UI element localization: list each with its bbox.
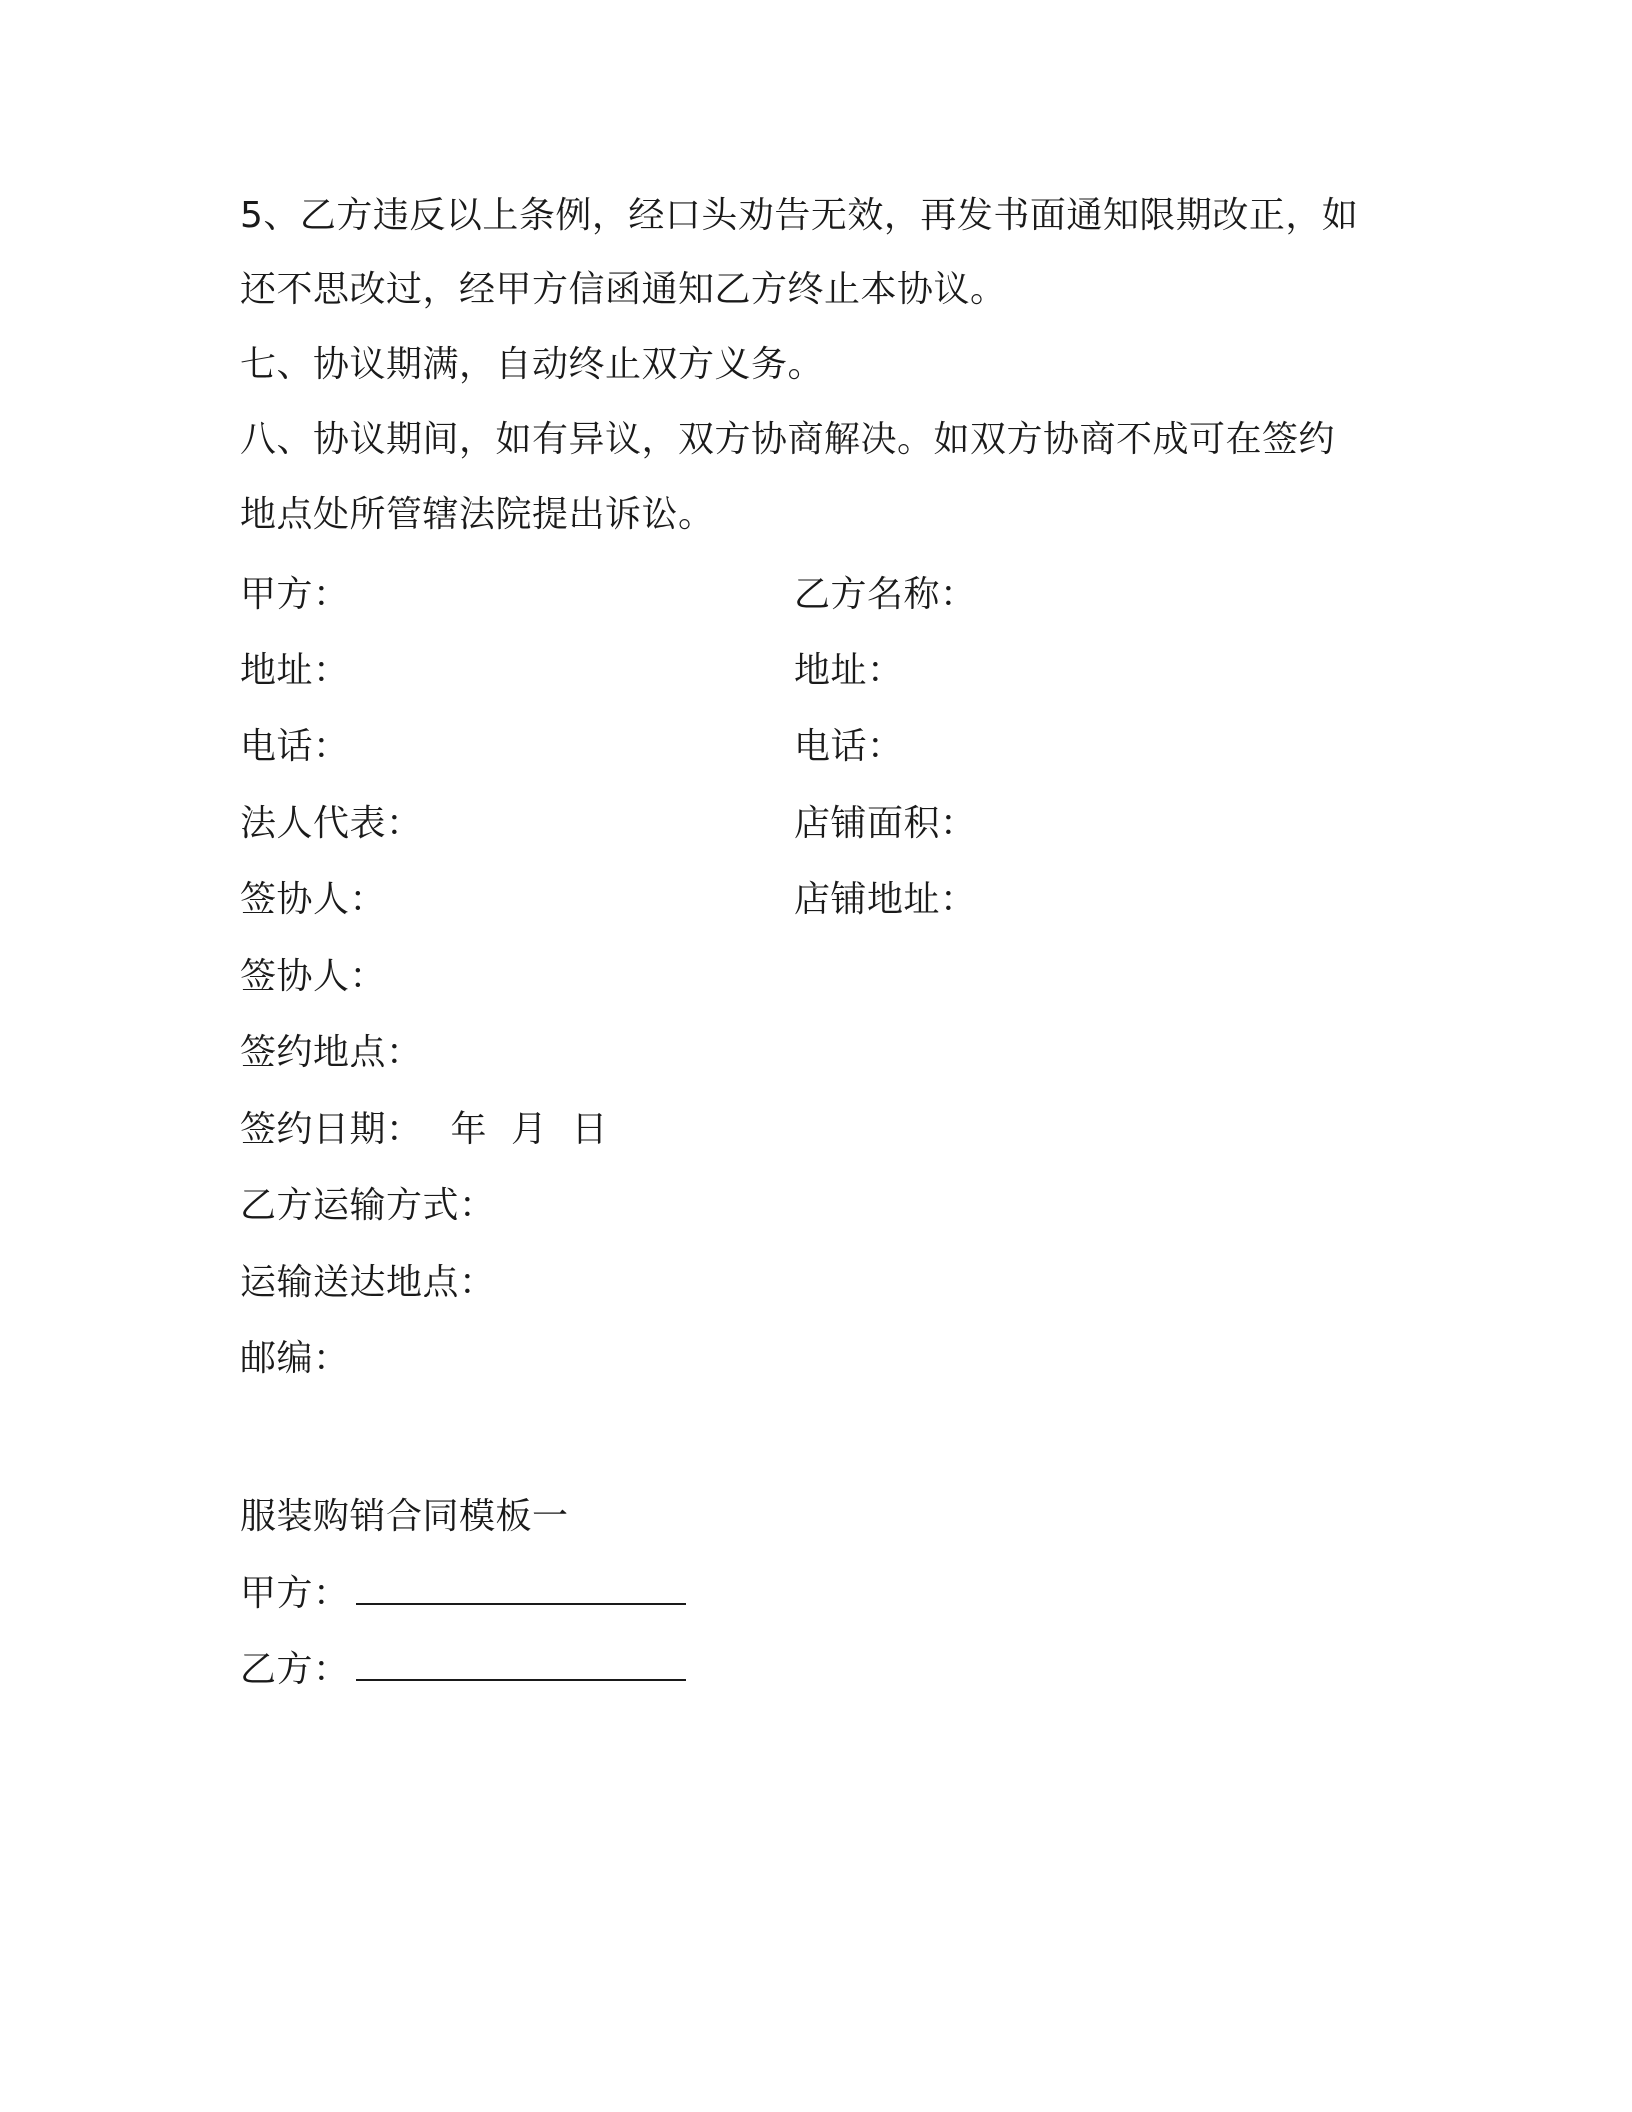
clause-8-line-1: 八、协议期间，如有异议，双方协商解决。如双方协商不成可在签约 (240, 419, 1336, 460)
party-b-name-label: 乙方名称： (794, 574, 977, 615)
transport-mode-label: 乙方运输方式： (240, 1185, 496, 1226)
template-party-b-row (240, 1648, 686, 1692)
party-b-phone-label: 电话： (794, 726, 904, 767)
signer-1-label: 签协人： (240, 879, 387, 920)
sign-date-row (240, 1108, 608, 1152)
clause-7: 七、协议期满，自动终止双方义务。 (240, 344, 825, 385)
party-a-label: 甲方： (240, 574, 350, 615)
signer-2-label: 签协人： (240, 956, 387, 997)
template-party-a-label: 甲方： (240, 1573, 350, 1614)
delivery-place-label: 运输送达地点： (240, 1262, 496, 1303)
sign-place-label: 签约地点： (240, 1032, 423, 1073)
clause-8-line-2: 地点处所管辖法院提出诉讼。 (240, 494, 715, 535)
clause-5-line-2: 还不思改过，经甲方信函通知乙方终止本协议。 (240, 269, 1007, 310)
template-party-a-row (240, 1572, 686, 1616)
template-title: 服装购销合同模板一 (240, 1496, 569, 1537)
sign-date-year: 年 (450, 1109, 488, 1150)
template-party-a-blank[interactable] (356, 1573, 686, 1605)
clause-5-line-1: 5、乙方违反以上条例，经口头劝告无效，再发书面通知限期改正，如 (240, 195, 1359, 236)
template-party-b-blank[interactable] (356, 1649, 686, 1681)
shop-area-label: 店铺面积： (794, 803, 977, 844)
postcode-label: 邮编： (240, 1338, 350, 1379)
party-a-phone-label: 电话： (240, 726, 350, 767)
shop-address-label: 店铺地址： (794, 879, 977, 920)
legal-rep-label: 法人代表： (240, 803, 423, 844)
sign-date-month: 月 (511, 1109, 548, 1150)
sign-date-day: 日 (571, 1109, 609, 1150)
template-party-b-label: 乙方： (240, 1649, 350, 1690)
sign-date-label: 签约日期： (240, 1109, 423, 1150)
party-a-address-label: 地址： (240, 650, 350, 691)
party-b-address-label: 地址： (794, 650, 904, 691)
